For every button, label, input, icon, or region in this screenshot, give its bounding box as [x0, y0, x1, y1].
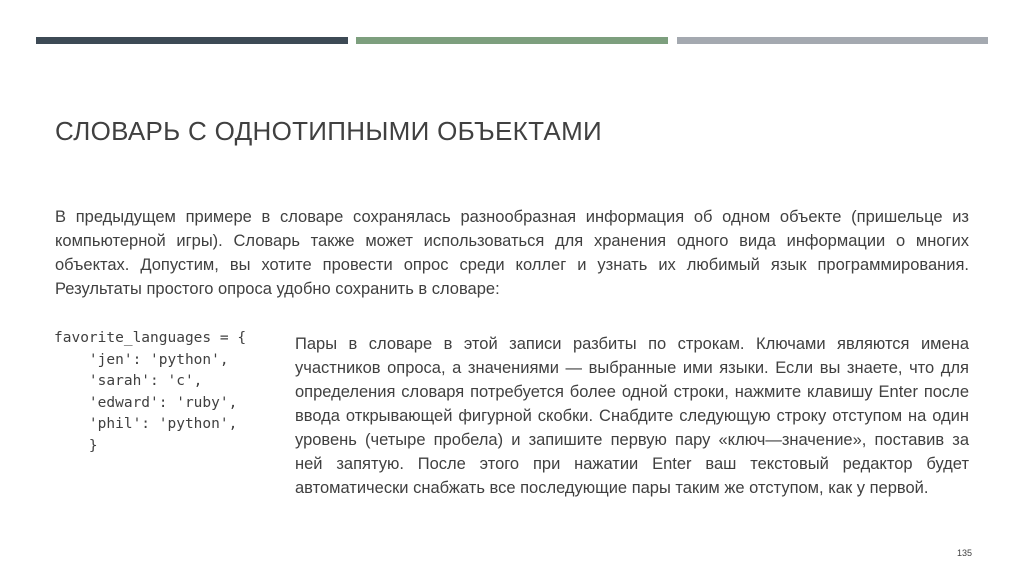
page-number: 135	[956, 548, 972, 558]
code-example: favorite_languages = { 'jen': 'python', 'sarah': 'c', 'edward': 'ruby', 'phil': 'python', }	[54, 330, 247, 454]
header-bar-green	[356, 37, 668, 44]
header-bar-gray	[677, 37, 988, 44]
description-paragraph: Пары в словаре в этой записи разбиты по строкам. Ключами являются имена участников опроса, а значениями — выбранные ими языки. Если вы знаете, что для определения словаря потребуется более одной строки, нажмите клавишу Enter после ввода открывающей фигурной скобки. Снабдите следующую строку отступом на один уровень (четыре пробела) и запишите первую пару «ключ—значение», поставив за ней запятую. После этого при нажатии Enter ваш текстовый редактор будет автоматически снабжать все последующие пары таким же отступом, как у первой.	[295, 335, 969, 497]
header-bar-dark	[36, 37, 348, 44]
slide-title: СЛОВАРЬ С ОДНОТИПНЫМИ ОБЪЕКТАМИ	[55, 116, 603, 146]
intro-paragraph: В предыдущем примере в словаре сохранялась разнообразная информация об одном объекте (пришельце из компьютерной игры). Словарь также может использоваться для хранения одного вида информации о многих объектах. Допустим, вы хотите провести опрос среди коллег и узнать их любимый язык программирования. Результаты простого опроса удобно сохранить в словаре:	[55, 208, 969, 298]
